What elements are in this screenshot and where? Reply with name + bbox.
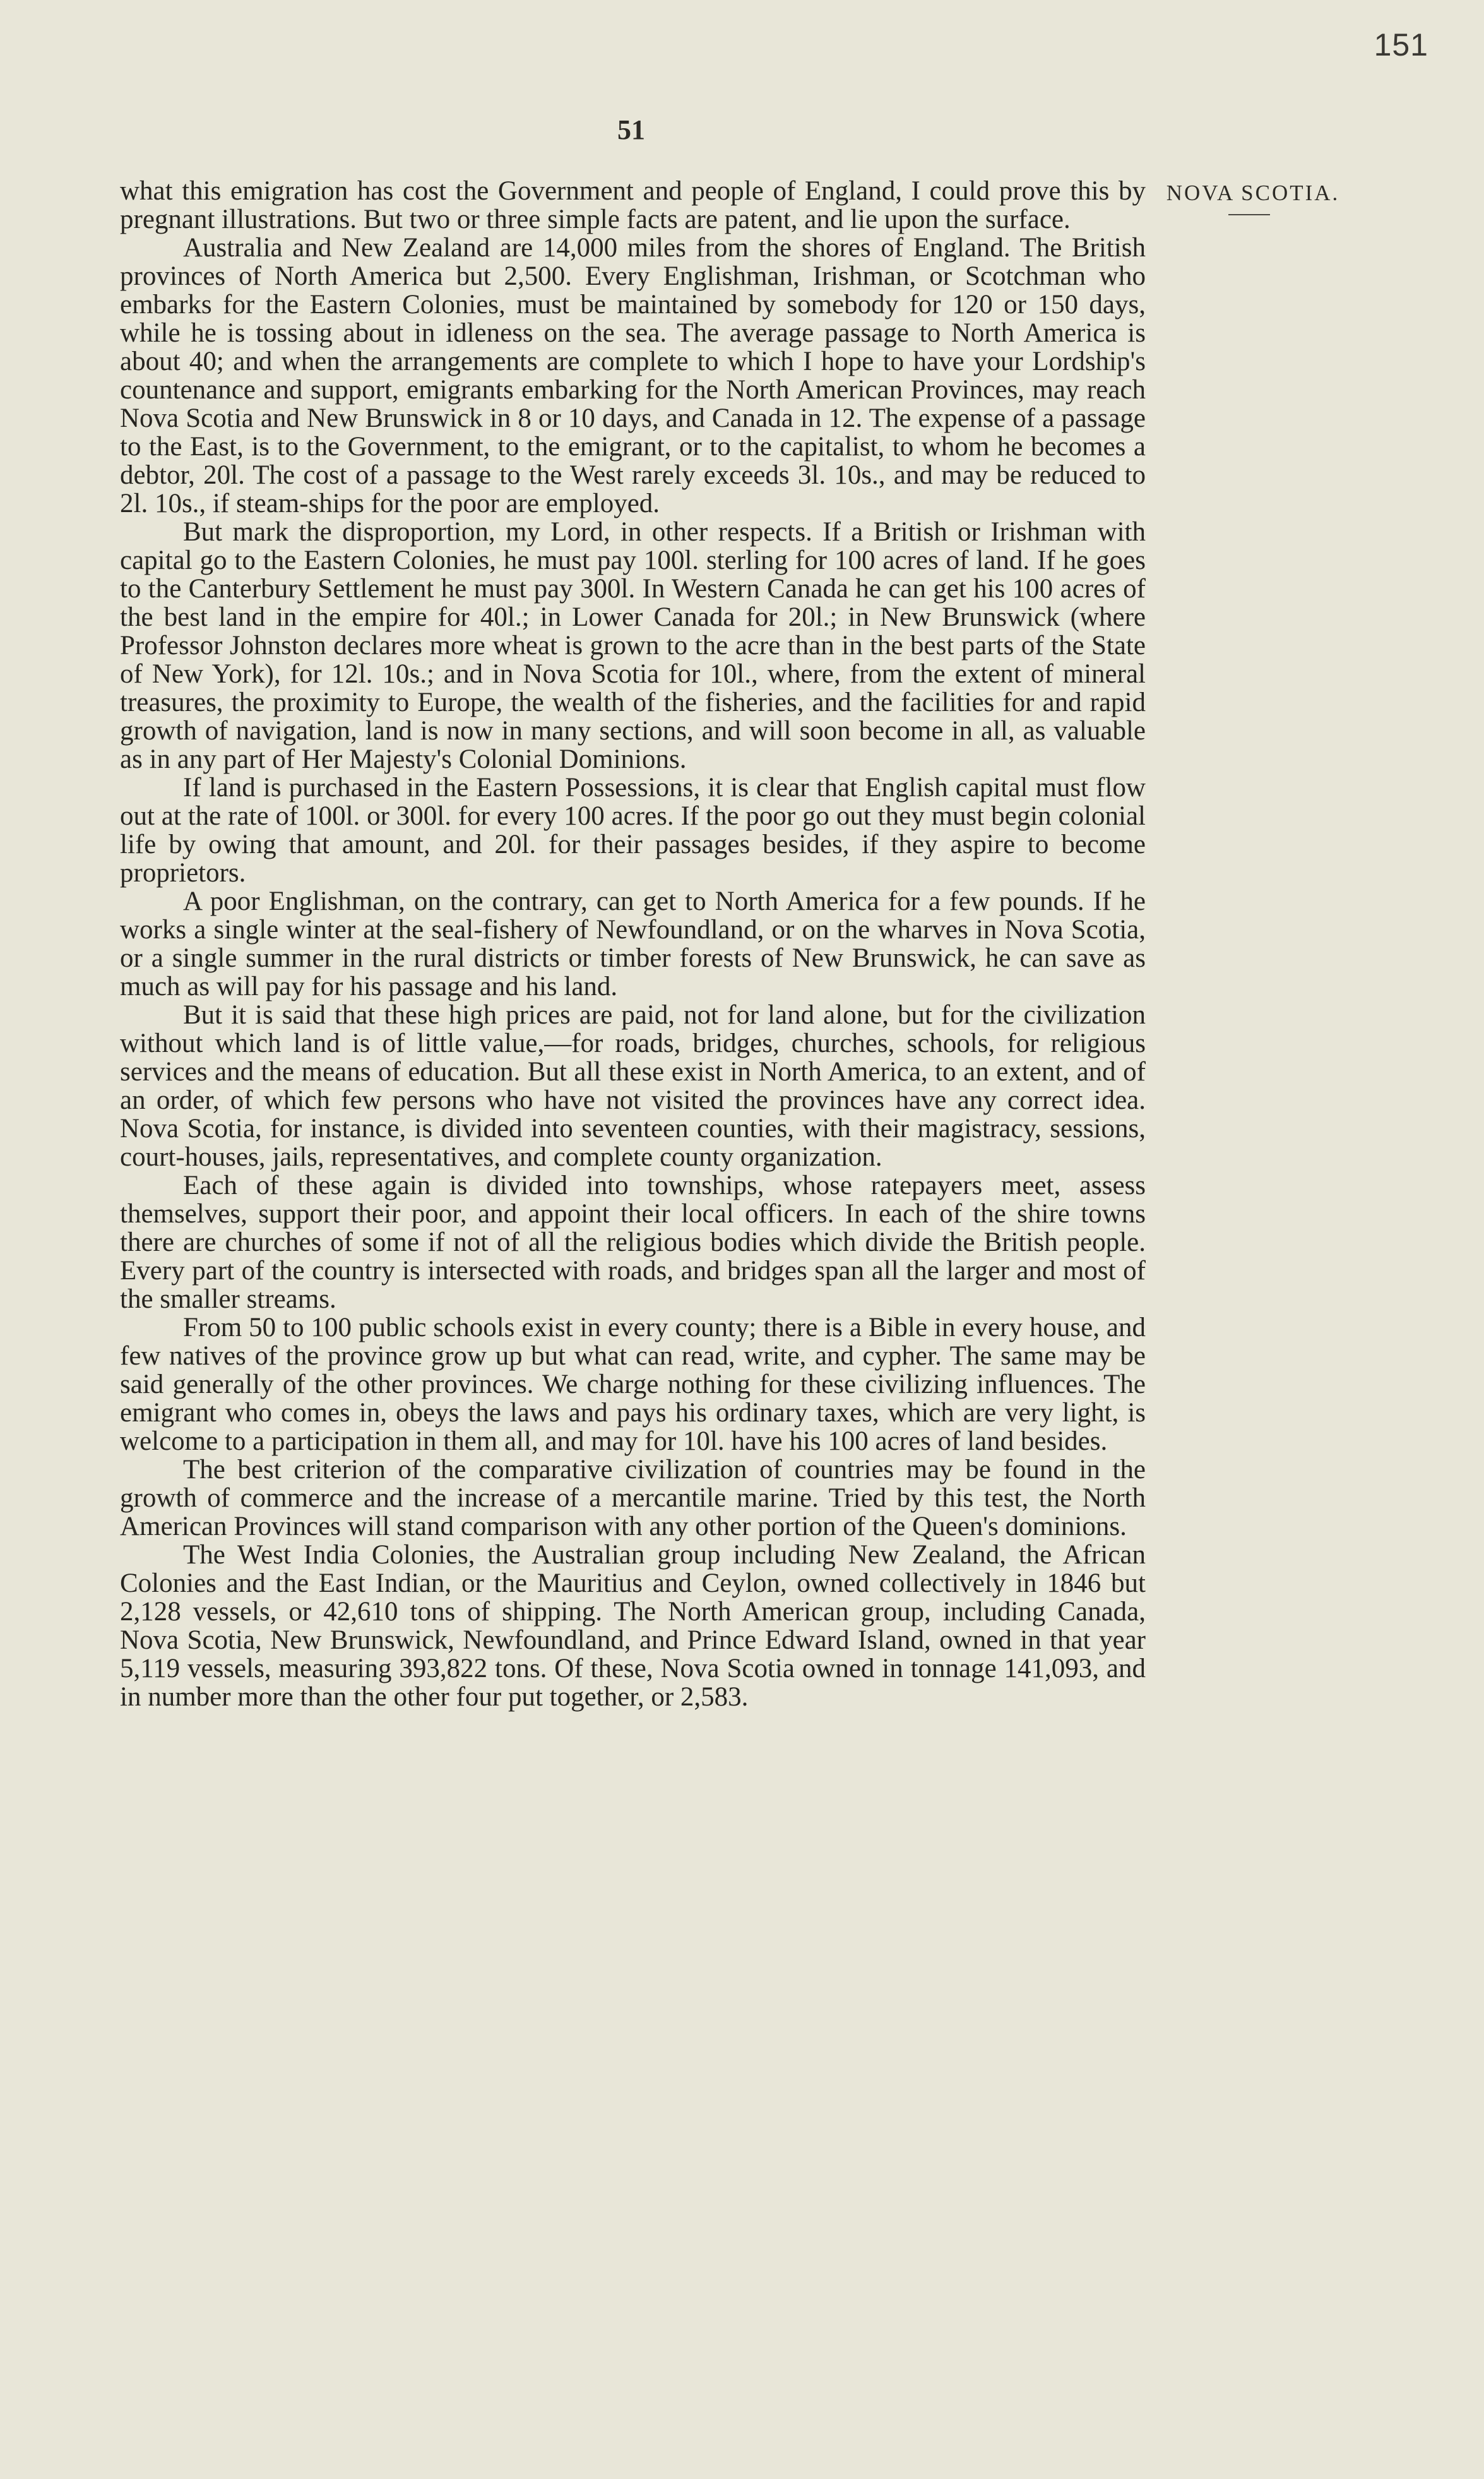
margin-note: NOVA SCOTIA. [1166, 181, 1340, 205]
paragraph: The West India Colonies, the Australian group including New Zealand, the African Colonies and the East Indian, or the Mauritius and Ceylon, owned collectively in 1846 but 2,128 vessels, or 42,610 tons of shipping. The North American group, including Canada, Nova Scotia, New Brunswick, Newfoundland, and Prince Edward Island, owned in that year 5,119 vessels, measuring 393,822 tons. Of these, Nova Scotia owned in tonnage 141,093, and in number more than the other four put together, or 2,583. [120, 1540, 1146, 1712]
paragraph: The best criterion of the comparative civilization of countries may be found in the growth of commerce and the increase of a mercantile marine. Tried by this test, the North American Provinces will stand comparison with any other portion of the Queen's dominions. [120, 1455, 1146, 1541]
paragraph: Each of these again is divided into townships, whose ratepayers meet, assess themselves, support their poor, and appoint their local officers. In each of the shire towns there are churches of some if not of all the religious bodies which divide the British people. Every part of the country is intersected with roads, and bridges span all the larger and most of the smaller streams. [120, 1171, 1146, 1314]
margin-rule [1228, 214, 1270, 215]
page-number: 51 [617, 114, 645, 145]
paragraph: Australia and New Zealand are 14,000 miles from the shores of England. The British provinces of North America but 2,500. Every Englishman, Irishman, or Scotchman who embarks for the Eastern Colonies, must be maintained by somebody for 120 or 150 days, while he is tossing about in idleness on the sea. The average passage to North America is about 40; and when the arrangements are complete to which I hope to have your Lordship's countenance and support, emigrants embarking for the North American Provinces, may reach Nova Scotia and New Brunswick in 8 or 10 days, and Canada in 12. The expense of a passage to the East, is to the Government, to the emigrant, or to the capitalist, to whom he becomes a debtor, 20l. The cost of a passage to the West rarely exceeds 3l. 10s., and may be reduced to 2l. 10s., if steam-ships for the poor are employed. [120, 233, 1146, 518]
paragraph: But mark the disproportion, my Lord, in other respects. If a British or Irishman with capital go to the Eastern Colonies, he must pay 100l. sterling for 100 acres of land. If he goes to the Canterbury Settlement he must pay 300l. In Western Canada he can get his 100 acres of the best land in the empire for 40l.; in Lower Canada for 20l.; in New Brunswick (where Professor Johnston declares more wheat is grown to the acre than in the best parts of the State of New York), for 12l. 10s.; and in Nova Scotia for 10l., where, from the extent of mineral treasures, the proximity to Europe, the wealth of the fisheries, and the facilities for and rapid growth of navigation, land is now in many sections, and will soon become in all, as valuable as in any part of Her Majesty's Colonial Dominions. [120, 517, 1146, 774]
archive-page-number: 151 [1374, 27, 1428, 63]
paragraph: But it is said that these high prices are paid, not for land alone, but for the civilization without which land is of little value,—for roads, bridges, churches, schools, for religious services and the means of education. But all these exist in North America, to an extent, and of an order, of which few persons who have not visited the provinces have any correct idea. Nova Scotia, for instance, is divided into seventeen counties, with their magistracy, sessions, court-houses, jails, representatives, and complete county organization. [120, 1000, 1146, 1172]
paragraph: A poor Englishman, on the contrary, can get to North America for a few pounds. If he works a single winter at the seal-fishery of Newfoundland, or on the wharves in Nova Scotia, or a single summer in the rural districts or timber forests of New Brunswick, he can save as much as will pay for his passage and his land. [120, 887, 1146, 1001]
paragraph: If land is purchased in the Eastern Possessions, it is clear that English capital must flow out at the rate of 100l. or 300l. for every 100 acres. If the poor go out they must begin colonial life by owing that amount, and 20l. for their passages besides, if they aspire to become proprietors. [120, 773, 1146, 888]
paragraph: From 50 to 100 public schools exist in every county; there is a Bible in every house, and few natives of the province grow up but what can read, write, and cypher. The same may be said generally of the other provinces. We charge nothing for these civilizing influences. The emigrant who comes in, obeys the laws and pays his ordinary taxes, which are very light, is welcome to a participation in them all, and may for 10l. have his 100 acres of land besides. [120, 1313, 1146, 1456]
body-text [120, 177, 1146, 1711]
paragraph: what this emigration has cost the Government and people of England, I could prove this by pregnant illustrations. But two or three simple facts are patent, and lie upon the surface. [120, 176, 1146, 234]
